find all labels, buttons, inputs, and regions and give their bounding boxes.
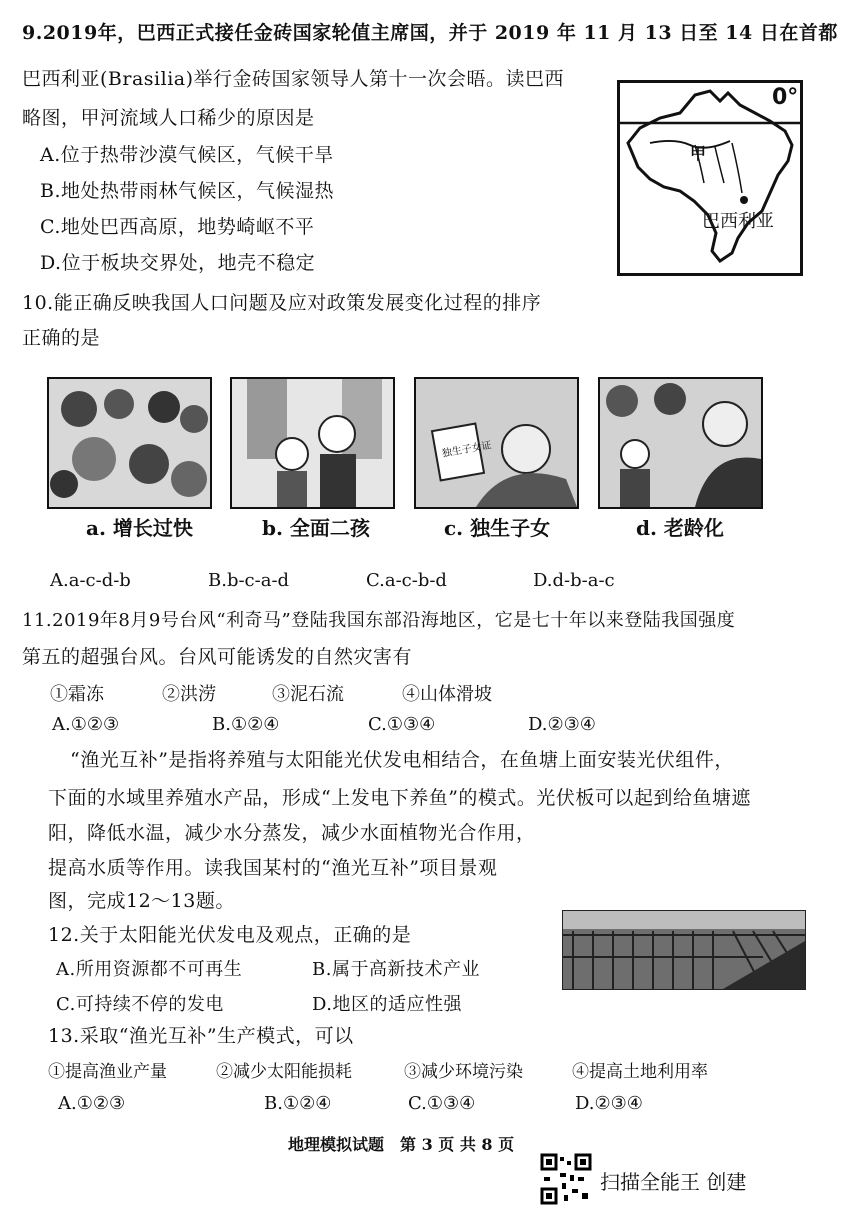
caption-b: b. 全面二孩 bbox=[262, 516, 370, 540]
brazil-outline-icon bbox=[620, 83, 800, 273]
q9-stem-line3: 略图，甲河流域人口稀少的原因是 bbox=[22, 107, 315, 129]
material-line2: 下面的水域里养殖水产品，形成“上发电下养鱼”的模式。光伏板可以起到给鱼塘遮 bbox=[48, 787, 751, 809]
q11-option-a: A.①②③ bbox=[52, 714, 120, 735]
q9-option-a: A.位于热带沙漠气候区，气候干旱 bbox=[40, 144, 334, 166]
family-icon bbox=[232, 379, 393, 507]
q12-option-c: C.可持续不停的发电 bbox=[56, 994, 224, 1015]
elderly-icon bbox=[600, 379, 761, 507]
caption-a: a. 增长过快 bbox=[86, 516, 193, 540]
certificate-icon bbox=[416, 379, 577, 507]
caption-d: d. 老龄化 bbox=[636, 516, 724, 540]
material-line1: “渔光互补”是指将养殖与太阳能光伏发电相结合，在鱼塘上面安装光伏组件， bbox=[70, 749, 734, 771]
q11-option-b: B.①②④ bbox=[212, 714, 280, 735]
q9-option-b: B.地处热带雨林气候区，气候湿热 bbox=[40, 180, 335, 202]
page-footer: 地理模拟试题 第 3 页 共 8 页 bbox=[288, 1135, 515, 1154]
q10-stem-line1: 10.能正确反映我国人口问题及应对政策发展变化过程的排序 bbox=[22, 292, 542, 314]
brazil-map bbox=[617, 80, 803, 276]
q11-option-d: D.②③④ bbox=[528, 714, 596, 735]
q13-item-2: ②减少太阳能损耗 bbox=[216, 1062, 352, 1082]
picture-b bbox=[230, 377, 395, 509]
q10-option-b: B.b-c-a-d bbox=[208, 570, 290, 591]
q12-option-b: B.属于高新技术产业 bbox=[312, 959, 480, 980]
q9-option-d: D.位于板块交界处，地壳不稳定 bbox=[40, 252, 316, 274]
q11-item-1: ①霜冻 bbox=[50, 684, 104, 705]
material-line5: 图，完成12～13题。 bbox=[48, 890, 235, 912]
q13-item-4: ④提高土地利用率 bbox=[572, 1062, 708, 1082]
q10-option-c: C.a-c-b-d bbox=[366, 570, 447, 591]
river-label: 甲 bbox=[690, 144, 707, 163]
q13-stem: 13.采取“渔光互补”生产模式，可以 bbox=[48, 1025, 354, 1047]
q13-item-3: ③减少环境污染 bbox=[404, 1062, 523, 1082]
material-line4: 提高水质等作用。读我国某村的“渔光互补”项目景观 bbox=[48, 857, 498, 879]
solar-pond-photo bbox=[562, 910, 806, 990]
material-line3: 阳，降低水温，减少水分蒸发，减少水面植物光合作用， bbox=[48, 822, 536, 844]
picture-d bbox=[598, 377, 763, 509]
q13-item-1: ①提高渔业产量 bbox=[48, 1062, 167, 1082]
q9-option-c: C.地处巴西高原，地势崎岖不平 bbox=[40, 216, 315, 238]
q13-option-a: A.①②③ bbox=[58, 1093, 126, 1114]
certificate-text: 独生子女证 bbox=[441, 440, 493, 460]
q12-stem: 12.关于太阳能光伏发电及观点，正确的是 bbox=[48, 924, 412, 946]
q9-stem-line1: 9.2019年，巴西正式接任金砖国家轮值主席国，并于 2019 年 11 月 13 日至 14 日在首都 bbox=[22, 22, 838, 44]
qr-code-icon bbox=[540, 1153, 592, 1205]
city-label: 巴西利亚 bbox=[702, 211, 774, 232]
caption-c: c. 独生子女 bbox=[444, 516, 551, 540]
solar-panels-icon bbox=[563, 911, 805, 989]
crowd-icon bbox=[49, 379, 210, 507]
q11-item-4: ④山体滑坡 bbox=[402, 684, 492, 705]
q13-option-c: C.①③④ bbox=[408, 1093, 476, 1114]
q10-option-a: A.a-c-d-b bbox=[50, 570, 131, 591]
equator-label: 0° bbox=[772, 85, 799, 110]
q12-option-a: A.所用资源都不可再生 bbox=[56, 959, 243, 980]
q11-item-3: ③泥石流 bbox=[272, 684, 344, 705]
q11-item-2: ②洪涝 bbox=[162, 684, 216, 705]
q11-option-c: C.①③④ bbox=[368, 714, 436, 735]
picture-a bbox=[47, 377, 212, 509]
picture-c bbox=[414, 377, 579, 509]
q10-option-d: D.d-b-a-c bbox=[533, 570, 615, 591]
q13-option-d: D.②③④ bbox=[575, 1093, 643, 1114]
q12-option-d: D.地区的适应性强 bbox=[312, 994, 463, 1015]
q9-stem-line2: 巴西利亚(Brasilia)举行金砖国家领导人第十一次会晤。读巴西 bbox=[22, 68, 565, 90]
q13-option-b: B.①②④ bbox=[264, 1093, 332, 1114]
scanner-watermark: 扫描全能王 创建 bbox=[600, 1170, 747, 1194]
q11-stem-line1: 11.2019年8月9号台风“利奇马”登陆我国东部沿海地区，它是七十年以来登陆我国强度 bbox=[22, 610, 736, 631]
q11-stem-line2: 第五的超强台风。台风可能诱发的自然灾害有 bbox=[22, 646, 413, 668]
q10-stem-line2: 正确的是 bbox=[22, 327, 101, 349]
